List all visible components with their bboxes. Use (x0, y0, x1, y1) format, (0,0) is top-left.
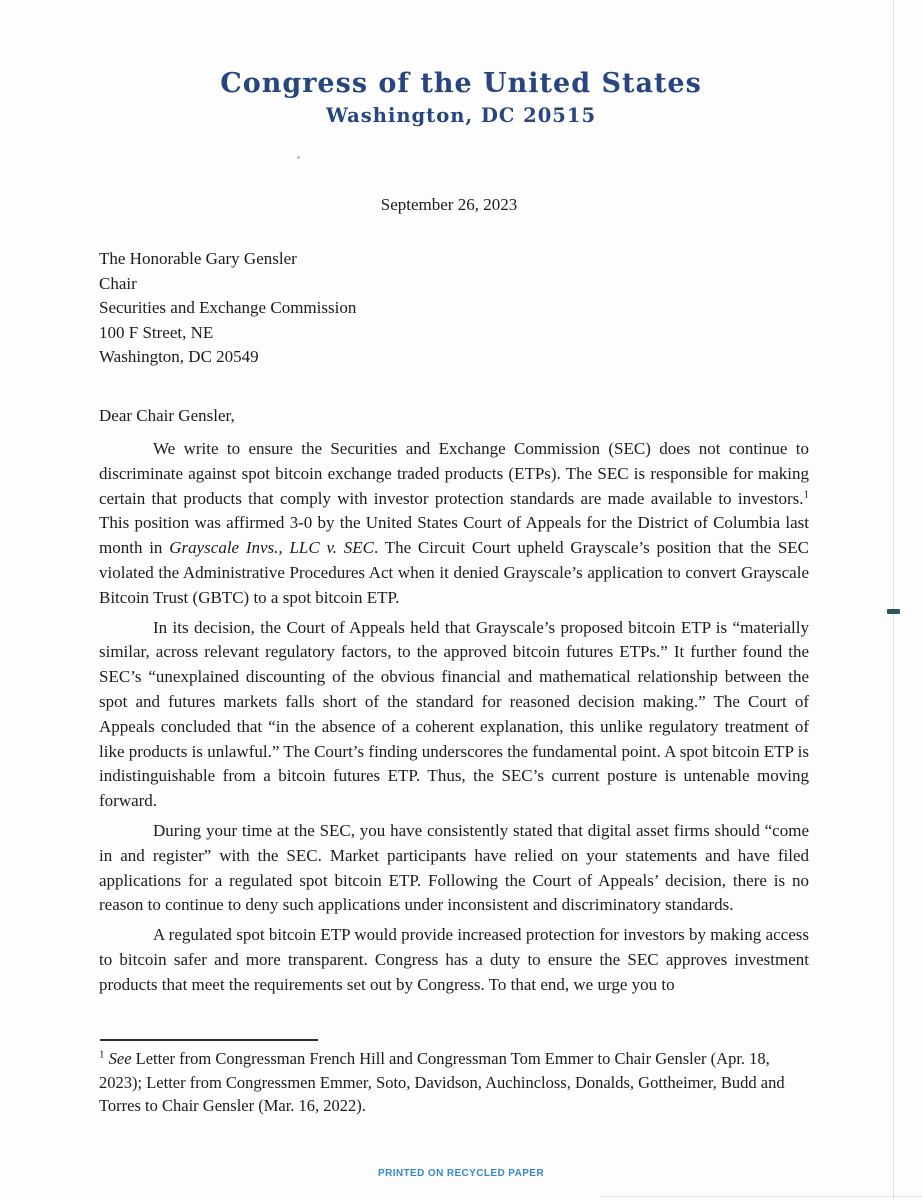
scan-edge-mark (887, 609, 900, 614)
recipient-line: Chair (99, 273, 137, 293)
recipient-line: The Honorable Gary Gensler (99, 249, 297, 268)
body-paragraph: In its decision, the Court of Appeals held that Grayscale’s proposed bitcoin ETP is “materially similar, across relevant regulatory factors, to the approved bitcoin futures ETPs.” It further found the SEC’s “unexplained discounting of the obvious financial and mathematical relationship between the spot and futures markets falls short of the standard for reasoned decision making.” The Court of Appeals concluded that “in the absence of a coherent explanation, this unlike regulatory treatment of like products is unlawful.” The Court’s finding underscores the fundamental point. A spot bitcoin ETP is indistinguishable from a bitcoin futures ETP. Thus, the SEC’s current posture is untenable moving forward. (99, 617, 809, 811)
scan-page-edge (893, 0, 894, 1200)
footnote-divider (100, 1039, 318, 1041)
letter-body (99, 437, 809, 1003)
salutation: Dear Chair Gensler, (99, 406, 235, 425)
letter-date: September 26, 2023 (380, 195, 518, 214)
recipient-line: 100 F Street, NE (99, 322, 214, 342)
scan-speck (297, 156, 300, 159)
letterhead-subtitle: Washington, DC 20515 (325, 104, 597, 127)
recipient-line: Securities and Exchange Commission (99, 298, 357, 317)
letterhead (0, 68, 922, 127)
scan-bottom-edge (600, 1196, 922, 1197)
letterhead-title: Congress of the United States (220, 68, 702, 99)
recipient-line: Washington, DC 20549 (99, 347, 259, 366)
recipient-address-block (99, 247, 356, 370)
footnote: $^1$ See Letter from Congressman French Hill and Congressman Tom Emmer to Chair Gensler (Apr. 18, 2023); Letter from Congressmen Emmer, Soto, Davidson, Auchincloss, Donalds, Gottheimer, Budd and Torres to Chair Gensler (Mar. 16, 2022). (99, 1048, 785, 1116)
recycled-paper-note: PRINTED ON RECYCLED PAPER (378, 1168, 544, 1179)
body-paragraph: During your time at the SEC, you have consistently stated that digital asset firms should “come in and register” with the SEC. Market participants have relied on your statements and have filed applications for a regulated spot bitcoin ETP. Following the Court of Appeals’ decision, there is no reason to continue to deny such applications under inconsistent and discriminatory standards. (99, 820, 809, 915)
body-paragraph: We write to ensure the Securities and Exchange Commission (SEC) does not continue to discriminate against spot bitcoin exchange traded products (ETPs). The SEC is responsible for making certain that products that comply with investor protection standards are made available to investors.$^1$ This position was affirmed 3-0 by the United States Court of Appeals for the District of Columbia last month in Grayscale Invs., LLC v. SEC. The Circuit Court upheld Grayscale’s position that the SEC violated the Administrative Procedures Act when it denied Grayscale’s application to convert Grayscale Bitcoin Trust (GBTC) to a spot bitcoin ETP. (99, 439, 809, 607)
body-paragraph: A regulated spot bitcoin ETP would provide increased protection for investors by making access to bitcoin safer and more transparent. Congress has a duty to ensure the SEC approves investment products that meet the requirements set out by Congress. To that end, we urge you to (99, 925, 809, 994)
